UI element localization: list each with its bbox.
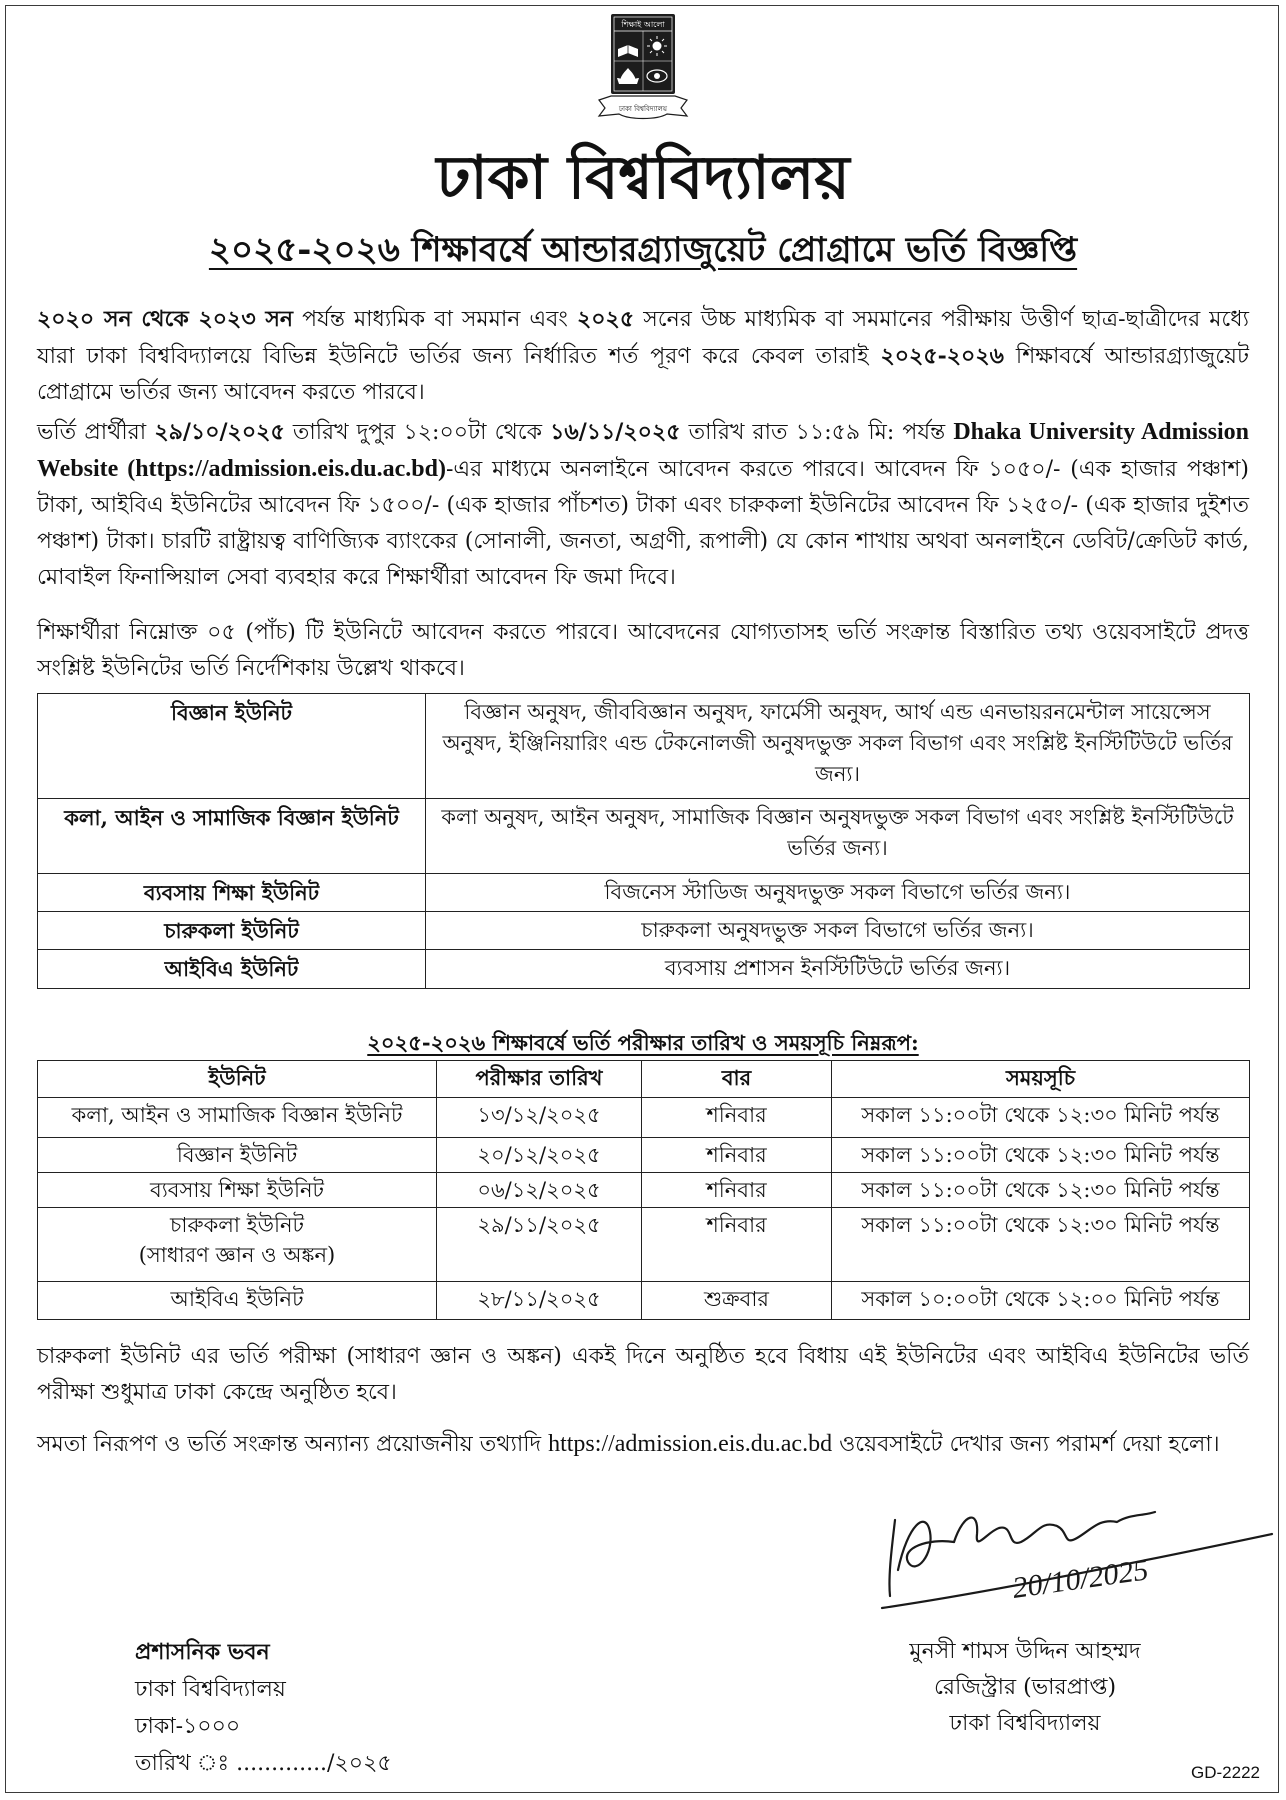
table-row: [38, 874, 1250, 912]
signatory-name: মুনসী শামস উদ্দিন আহম্মদ: [909, 1639, 1141, 1664]
advice-website-url: https://admission.eis.du.ac.bd: [548, 1431, 833, 1457]
notice-subtitle-text: ২০২৫-২০২৬ শিক্ষাবর্ষে আন্ডারগ্র্যাজুয়েট প্রোগ্রামে ভর্তি বিজ্ঞপ্তি: [208, 230, 1078, 270]
signatory-block: [855, 1634, 1195, 1742]
document-code: GD-2222: [1191, 1763, 1260, 1782]
advice-text: সমতা নিরূপণ ও ভর্তি সংক্রান্ত অন্যান্য প্রয়োজনীয় তথ্যাদি: [37, 1432, 549, 1457]
eligibility-text: সনের উচ্চ মাধ্যমিক বা সমমানের পরীক্ষায় উত্তীর্ণ ছাত্র-ছাত্রীদের মধ্যে যারা ঢাকা বিশ্ববিদ্যালয়ে বিভিন্ন ইউনিটে ভর্তির জন্য নির্ধারিত শর্ত পূরণ করে কেবল তারাই: [37, 307, 1249, 369]
advice-text: ওয়েবসাইটে দেখার জন্য পরামর্শ দেয়া হলো।: [832, 1432, 1220, 1457]
exam-unit: কলা, আইন ও সামাজিক বিজ্ঞান ইউনিট: [38, 1098, 437, 1138]
office-institution: ঢাকা বিশ্ববিদ্যালয়: [135, 1677, 286, 1702]
eligibility-years: ২০২০ সন থেকে ২০২৩ সন: [37, 306, 294, 332]
exam-time: সকাল ১০:০০টা থেকে ১২:০০ মিনিট পর্যন্ত: [832, 1282, 1250, 1320]
unit-name: ব্যবসায় শিক্ষা ইউনিট: [38, 874, 426, 912]
unit-description: চারুকলা অনুষদভুক্ত সকল বিভাগে ভর্তির জন্য।: [426, 912, 1250, 950]
exam-time: সকাল ১১:০০টা থেকে ১২:৩০ মিনিট পর্যন্ত: [832, 1138, 1250, 1173]
exam-unit-cell: [38, 1208, 437, 1282]
signatory-institution: ঢাকা বিশ্ববিদ্যালয়: [949, 1711, 1101, 1736]
units-table: [37, 693, 1250, 989]
exam-unit-note: (সাধারণ জ্ঞান ও অঙ্কন): [138, 1243, 336, 1267]
table-header-row: [38, 1061, 1250, 1098]
unit-description: ব্যবসায় প্রশাসন ইনস্টিটিউটে ভর্তির জন্য।: [426, 950, 1250, 989]
exam-unit: চারুকলা ইউনিট: [170, 1213, 304, 1237]
exam-day: শনিবার: [642, 1098, 832, 1138]
university-seal-logo: [595, 12, 691, 128]
eligibility-hsc-year: ২০২৫: [576, 306, 635, 332]
eligibility-session: ২০২৫-২০২৬: [880, 343, 1004, 369]
exam-unit: ব্যবসায় শিক্ষা ইউনিট: [38, 1173, 437, 1208]
unit-description: বিজনেস স্টাডিজ অনুষদভুক্ত সকল বিভাগে ভর্তির জন্য।: [426, 874, 1250, 912]
exam-time: সকাল ১১:০০টা থেকে ১২:৩০ মিনিট পর্যন্ত: [832, 1208, 1250, 1282]
table-row: [38, 694, 1250, 799]
exam-date: ২৯/১১/২০২৫: [437, 1208, 642, 1282]
exam-date: ০৬/১২/২০২৫: [437, 1173, 642, 1208]
exam-day: শনিবার: [642, 1208, 832, 1282]
column-header-date: পরীক্ষার তারিখ: [437, 1061, 642, 1098]
logo-motto: শিক্ষাই আলো: [621, 20, 665, 29]
application-start-date: ২৯/১০/২০২৫: [154, 419, 285, 445]
notice-subtitle: [0, 226, 1286, 280]
exam-time: সকাল ১১:০০টা থেকে ১২:৩০ মিনিট পর্যন্ত: [832, 1098, 1250, 1138]
units-intro-paragraph: শিক্ষার্থীরা নিম্নোক্ত ০৫ (পাঁচ) টি ইউনিটে আবেদন করতে পারবে। আবেদনের যোগ্যতাসহ ভর্তি সংক্রান্ত বিস্তারিত তথ্য ওয়েবসাইটে প্রদত্ত সংশ্লিষ্ট ইউনিটের ভর্তি নির্দেশিকায় উল্লেখ থাকবে।: [37, 620, 1249, 681]
eligibility-text: শিক্ষাবর্ষে আন্ডারগ্র্যাজুয়েট প্রোগ্রামে ভর্তির জন্য আবেদন করতে পারবে।: [37, 344, 1249, 405]
exam-date: ১৩/১২/২০২৫: [437, 1098, 642, 1138]
exam-day: শনিবার: [642, 1173, 832, 1208]
table-row: [38, 1208, 1250, 1282]
notice-body: [37, 301, 1249, 1464]
exam-date: ২৮/১১/২০২৫: [437, 1282, 642, 1320]
advice-paragraph: [37, 1425, 1249, 1464]
table-row: [38, 1282, 1250, 1320]
exam-unit: বিজ্ঞান ইউনিট: [38, 1138, 437, 1173]
office-building: প্রশাসনিক ভবন: [135, 1639, 270, 1665]
exam-centre-note: চারুকলা ইউনিট এর ভর্তি পরীক্ষা (সাধারণ জ্ঞান ও অঙ্কন) একই দিনে অনুষ্ঠিত হবে বিধায় এই ইউনিটের এবং আইবিএ ইউনিটের ভর্তি পরীক্ষা শুধুমাত্র ঢাকা কেন্দ্রে অনুষ্ঠিত হবে।: [37, 1344, 1249, 1405]
schedule-heading: [37, 1026, 1249, 1060]
unit-description: বিজ্ঞান অনুষদ, জীববিজ্ঞান অনুষদ, ফার্মেসী অনুষদ, আর্থ এন্ড এনভায়রনমেন্টাল সায়েন্সেস অনুষদ, ইঞ্জিনিয়ারিং এন্ড টেকনোলজী অনুষদভুক্ত সকল বিভাগ এবং সংশ্লিষ্ট ইনস্টিটিউটে ভর্তির জন্য।: [426, 694, 1250, 799]
exam-schedule-table: [37, 1060, 1250, 1320]
exam-unit: আইবিএ ইউনিট: [38, 1282, 437, 1320]
office-city: ঢাকা-১০০০: [135, 1714, 241, 1739]
column-header-day: বার: [642, 1061, 832, 1098]
eligibility-paragraph: [37, 301, 1249, 411]
unit-name: বিজ্ঞান ইউনিট: [38, 694, 426, 799]
exam-day: শনিবার: [642, 1138, 832, 1173]
column-header-unit: ইউনিট: [38, 1061, 437, 1098]
application-fee-text: -এর মাধ্যমে অনলাইনে আবেদন করতে পারবে। আবেদন ফি ১০৫০/- (এক হাজার পঞ্চাশ) টাকা, আইবিএ ইউনিটের আবেদন ফি ১৫০০/- (এক হাজার পাঁচশত) টাকা এবং চারুকলা ইউনিটের আবেদন ফি ১২৫০/- (এক হাজার দুইশত পঞ্চাশ) টাকা। চারটি রাষ্ট্রায়ত্ব বাণিজ্যিক ব্যাংকের (সোনালী, জনতা, অগ্রণী, রূপালী) যে কোন শাখায় অথবা অনলাইনে ডেবিট/ক্রেডিট কার্ড, মোবাইল ফিনান্সিয়াল সেবা ব্যবহার করে শিক্ষার্থীরা আবেদন ফি জমা দিবে।: [37, 457, 1249, 590]
registrar-signature: [868, 1492, 1278, 1622]
page-title: ঢাকা বিশ্ববিদ্যালয়: [436, 143, 850, 213]
application-text: তারিখ রাত ১১:৫৯ মি: পর্যন্ত: [680, 420, 954, 445]
exam-time: সকাল ১১:০০টা থেকে ১২:৩০ মিনিট পর্যন্ত: [832, 1173, 1250, 1208]
unit-description: কলা অনুষদ, আইন অনুষদ, সামাজিক বিজ্ঞান অনুষদভুক্ত সকল বিভাগ এবং সংশ্লিষ্ট ইনস্টিটিউটে ভর্তির জন্য।: [426, 799, 1250, 874]
application-end-date: ১৬/১১/২০২৫: [550, 419, 681, 445]
unit-name: আইবিএ ইউনিট: [38, 950, 426, 989]
table-row: [38, 1098, 1250, 1138]
office-date-line: তারিখ ঃ ............./২০২৫: [135, 1751, 392, 1776]
table-row: [38, 1173, 1250, 1208]
schedule-heading-text: ২০২৫-২০২৬ শিক্ষাবর্ষে ভর্তি পরীক্ষার তারিখ ও সময়সূচি নিম্নরূপ:: [367, 1030, 919, 1055]
unit-name: চারুকলা ইউনিট: [38, 912, 426, 950]
application-paragraph: [37, 414, 1249, 596]
eligibility-text: পর্যন্ত মাধ্যমিক বা সমমান এবং: [293, 307, 577, 332]
signatory-designation: রেজিস্ট্রার (ভারপ্রাপ্ত): [933, 1675, 1117, 1700]
logo-banner-text: ঢাকা বিশ্ববিদ্যালয়: [618, 105, 668, 113]
unit-name: কলা, আইন ও সামাজিক বিজ্ঞান ইউনিট: [38, 799, 426, 874]
application-text: ভর্তি প্রার্থীরা: [37, 420, 155, 445]
admission-website: Dhaka University Admission Website (https://admission.eis.du.ac.bd): [37, 419, 1249, 482]
column-header-time: সময়সূচি: [832, 1061, 1250, 1098]
exam-day: শুক্রবার: [642, 1282, 832, 1320]
office-address-block: [135, 1634, 392, 1782]
table-row: [38, 912, 1250, 950]
signature-date: 20/10/2025: [1010, 1553, 1151, 1605]
table-row: [38, 950, 1250, 989]
table-row: [38, 799, 1250, 874]
exam-date: ২০/১২/২০২৫: [437, 1138, 642, 1173]
application-text: তারিখ দুপুর ১২:০০টা থেকে: [284, 420, 551, 445]
table-row: [38, 1138, 1250, 1173]
